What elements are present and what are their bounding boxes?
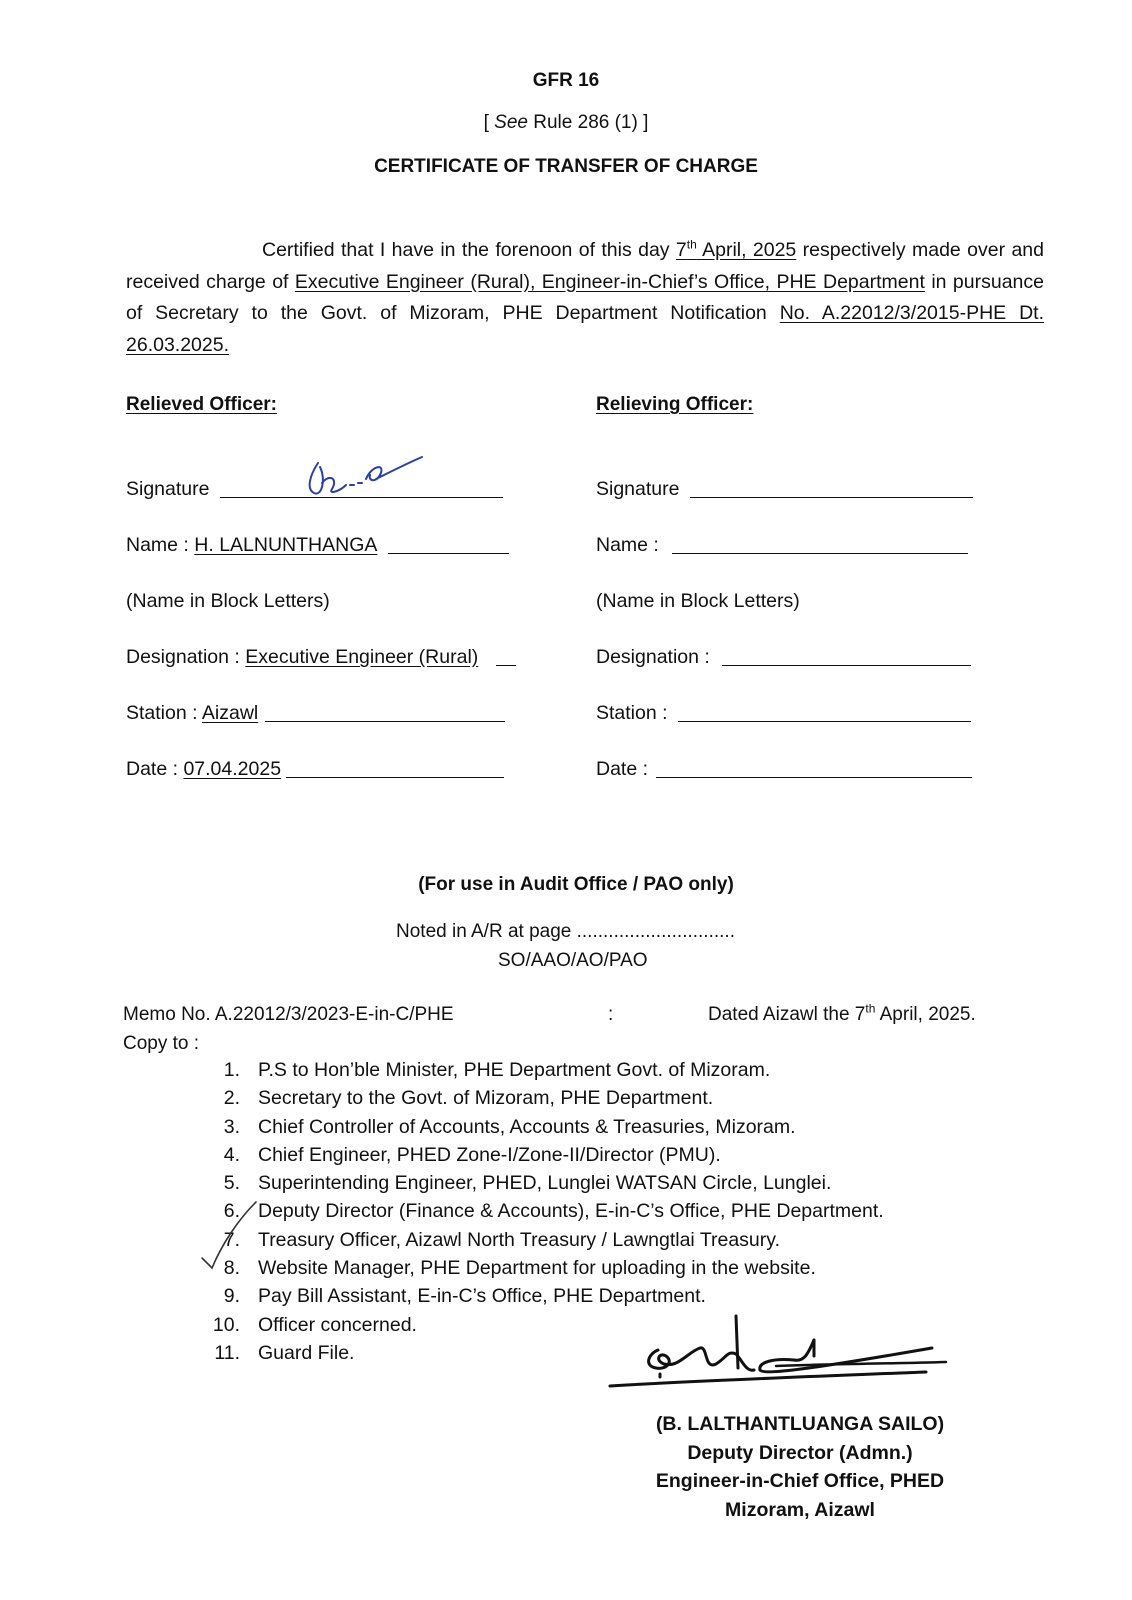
list-item xyxy=(196,1084,884,1112)
relieved-signature-label: Signature xyxy=(126,478,210,500)
relieving-name-label: Name : xyxy=(596,534,659,556)
list-item-text: Superintending Engineer, PHED, Lunglei WATSAN Circle, Lunglei. xyxy=(258,1172,832,1195)
list-item xyxy=(196,1282,884,1310)
list-item-text: Deputy Director (Finance & Accounts), E-in-C’s Office, PHE Department. xyxy=(258,1200,884,1223)
cert-text-3: in pursuance of Secretary to the Govt. of Mizoram, PHE Department Notification xyxy=(126,270,1044,324)
relieved-name-value: H. LALNUNTHANGA xyxy=(194,534,378,556)
relieved-designation-label: Designation : xyxy=(126,646,246,668)
form-number: GFR 16 xyxy=(532,70,600,91)
check-mark-icon xyxy=(198,1200,258,1270)
cert-date: 7th April, 2025 xyxy=(675,237,797,261)
list-item-text: Treasury Officer, Aizawl North Treasury / Lawngtlai Treasury. xyxy=(258,1228,780,1251)
list-item xyxy=(196,1226,884,1254)
audit-heading: (For use in Audit Office / PAO only) xyxy=(418,874,734,895)
list-item-number: 10. xyxy=(212,1313,240,1336)
list-item-number: 1. xyxy=(223,1059,240,1081)
relieved-date-value: 07.04.2025 xyxy=(183,758,282,780)
relieving-signature-line xyxy=(690,497,973,498)
relieving-block-letters: (Name in Block Letters) xyxy=(596,590,800,612)
list-item-number: 9. xyxy=(223,1285,240,1308)
relieved-date-field xyxy=(126,758,281,781)
list-item-text: Secretary to the Govt. of Mizoram, PHE Department. xyxy=(258,1087,714,1110)
relieved-signature-mark xyxy=(300,455,430,500)
cert-post: Executive Engineer (Rural), Engineer-in-Chief’s Office, PHE Department xyxy=(294,270,925,293)
list-item xyxy=(196,1141,884,1169)
signatory-name: (B. LALTHANTLUANGA SAILO) xyxy=(655,1413,945,1435)
relieving-heading: Relieving Officer: xyxy=(596,394,754,415)
relieved-station-field xyxy=(126,702,258,725)
list-item-number: 5. xyxy=(223,1172,240,1195)
relieved-date-label: Date : xyxy=(126,758,184,780)
list-item-text: Guard File. xyxy=(258,1341,355,1364)
relieved-station-value: Aizawl xyxy=(201,702,259,724)
list-item-number: 2. xyxy=(223,1087,240,1110)
relieving-designation-label: Designation : xyxy=(596,646,710,668)
list-item-text: Officer concerned. xyxy=(258,1313,417,1336)
relieved-station-label: Station : xyxy=(126,702,202,724)
list-item-text: Website Manager, PHE Department for uploading in the website. xyxy=(258,1257,816,1280)
rule-rest: Rule 286 (1) ] xyxy=(533,112,649,133)
list-item-number: 8. xyxy=(223,1257,240,1280)
relieved-name-line xyxy=(388,553,509,554)
relieving-date-label: Date : xyxy=(596,758,649,780)
list-item-number: 7. xyxy=(223,1228,240,1251)
signatory-place: Mizoram, Aizawl xyxy=(725,1498,875,1521)
list-item-text: Pay Bill Assistant, E-in-C’s Office, PHE Department. xyxy=(258,1285,706,1308)
signatory-designation: Deputy Director (Admn.) xyxy=(687,1441,913,1464)
cert-text-2: respectively made over and received charge of xyxy=(126,239,1044,293)
list-item-number: 3. xyxy=(223,1115,240,1138)
memo-number: Memo No. A.22012/3/2023-E-in-C/PHE xyxy=(123,1004,454,1025)
list-item-number: 11. xyxy=(214,1341,240,1364)
relieving-designation-line xyxy=(722,665,971,666)
audit-officers: SO/AAO/AO/PAO xyxy=(498,950,648,971)
cert-notification: No. A.22012/3/2015-PHE Dt. 26.03.2025. xyxy=(126,302,1044,356)
list-item-number: 6. xyxy=(223,1200,240,1223)
relieved-designation-line xyxy=(496,665,516,666)
relieving-date-line xyxy=(656,777,972,778)
rule-see: See xyxy=(494,112,528,133)
list-item-text: P.S to Hon’ble Minister, PHE Department Govt. of Mizoram. xyxy=(258,1059,771,1081)
relieving-station-label: Station : xyxy=(596,702,668,724)
list-item-text: Chief Controller of Accounts, Accounts & Treasuries, Mizoram. xyxy=(258,1115,796,1138)
relieving-signature-label: Signature xyxy=(596,478,680,500)
memo-dated: Dated Aizawl the 7th April, 2025. xyxy=(708,1001,976,1025)
relieved-name-label: Name : xyxy=(126,534,195,556)
list-item xyxy=(196,1113,884,1141)
relieved-designation-value: Executive Engineer (Rural) xyxy=(245,646,479,668)
audit-noted: Noted in A/R at page .............................. xyxy=(396,921,735,942)
signatory-office: Engineer-in-Chief Office, PHED xyxy=(655,1470,945,1492)
list-item xyxy=(196,1169,884,1197)
rule-reference xyxy=(0,112,1132,134)
certificate-paragraph xyxy=(126,235,1044,361)
relieved-block-letters: (Name in Block Letters) xyxy=(126,590,330,612)
relieved-station-line xyxy=(265,721,505,722)
relieved-designation-field xyxy=(126,646,478,669)
cert-text-1: Certified that I have in the forenoon of this day xyxy=(262,239,676,261)
copy-to-label: Copy to : xyxy=(123,1033,200,1054)
list-item-number: 4. xyxy=(223,1143,240,1166)
relieved-heading: Relieved Officer: xyxy=(126,394,277,415)
relieved-date-line xyxy=(286,777,504,778)
page-title: CERTIFICATE OF TRANSFER OF CHARGE xyxy=(374,156,758,177)
relieved-name-field xyxy=(126,534,377,557)
signatory-block xyxy=(620,1410,980,1524)
memo-colon: : xyxy=(608,1004,614,1025)
relieving-name-line xyxy=(672,553,968,554)
list-item xyxy=(196,1254,884,1282)
relieving-station-line xyxy=(678,721,971,722)
rule-open: [ xyxy=(483,112,495,133)
list-item-text: Chief Engineer, PHED Zone-I/Zone-II/Director (PMU). xyxy=(258,1143,721,1166)
list-item xyxy=(196,1056,884,1084)
list-item xyxy=(196,1197,884,1225)
